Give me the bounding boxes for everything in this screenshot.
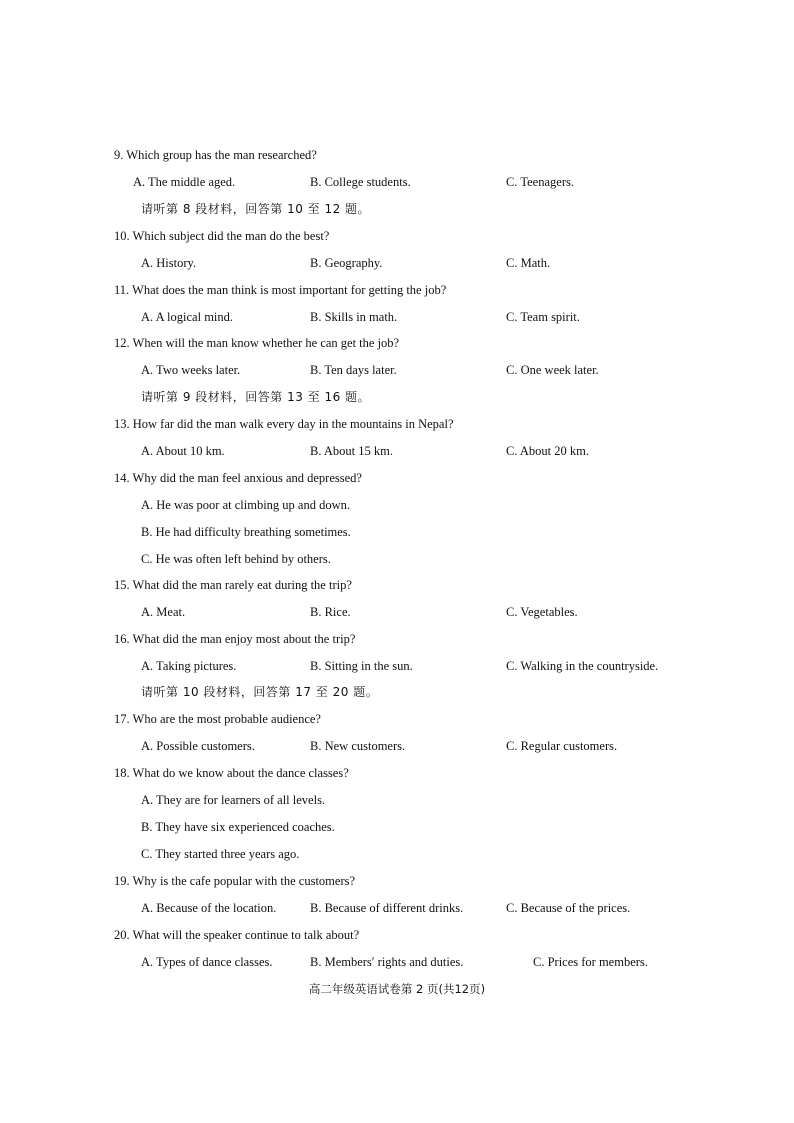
section-9-instruction: 请听第 9 段材料，回答第 13 至 16 题。 bbox=[141, 390, 371, 404]
question-19-option-a: A. Because of the location. bbox=[141, 901, 277, 915]
question-15-option-b: B. Rice. bbox=[310, 605, 351, 619]
question-9-option-c: C. Teenagers. bbox=[506, 175, 574, 189]
question-11-option-a: A. A logical mind. bbox=[141, 310, 234, 324]
question-9-option-b: B. College students. bbox=[310, 175, 411, 189]
question-12-option-b: B. Ten days later. bbox=[310, 363, 397, 377]
question-18-stem: 18. What do we know about the dance classes? bbox=[114, 766, 349, 780]
question-14-option-c: C. He was often left behind by others. bbox=[141, 552, 331, 566]
question-16-option-a: A. Taking pictures. bbox=[141, 659, 237, 673]
question-12-option-a: A. Two weeks later. bbox=[141, 363, 241, 377]
question-10-option-c: C. Math. bbox=[506, 256, 551, 270]
question-19-stem: 19. Why is the cafe popular with the customers? bbox=[114, 874, 356, 888]
question-20-stem: 20. What will the speaker continue to talk about? bbox=[114, 928, 360, 942]
question-18-option-a: A. They are for learners of all levels. bbox=[141, 793, 326, 807]
question-19-option-c: C. Because of the prices. bbox=[506, 901, 631, 915]
question-17-option-a: A. Possible customers. bbox=[141, 739, 255, 753]
question-17-stem: 17. Who are the most probable audience? bbox=[114, 712, 321, 726]
question-16-stem: 16. What did the man enjoy most about the trip? bbox=[114, 632, 356, 646]
question-11-option-c: C. Team spirit. bbox=[506, 310, 580, 324]
question-12-stem: 12. When will the man know whether he can get the job? bbox=[114, 336, 400, 350]
question-13-option-c: C. About 20 km. bbox=[506, 444, 589, 458]
question-10-stem: 10. Which subject did the man do the best? bbox=[114, 229, 330, 243]
question-18-option-b: B. They have six experienced coaches. bbox=[141, 820, 335, 834]
question-10-option-a: A. History. bbox=[141, 256, 197, 270]
question-17-option-c: C. Regular customers. bbox=[506, 739, 618, 753]
question-16-option-c: C. Walking in the countryside. bbox=[506, 659, 659, 673]
question-20-option-b: B. Members′ rights and duties. bbox=[310, 955, 464, 969]
question-18-option-c: C. They started three years ago. bbox=[141, 847, 300, 861]
question-13-stem: 13. How far did the man walk every day in the mountains in Nepal? bbox=[114, 417, 454, 431]
question-9-option-a: A. The middle aged. bbox=[133, 175, 236, 189]
question-15-option-c: C. Vegetables. bbox=[506, 605, 578, 619]
question-14-option-a: A. He was poor at climbing up and down. bbox=[141, 498, 350, 512]
question-10-option-b: B. Geography. bbox=[310, 256, 383, 270]
question-19-option-b: B. Because of different drinks. bbox=[310, 901, 464, 915]
question-11-stem: 11. What does the man think is most important for getting the job? bbox=[114, 283, 447, 297]
page-footer: 高二年级英语试卷第 2 页(共12页) bbox=[308, 982, 486, 996]
question-11-option-b: B. Skills in math. bbox=[310, 310, 398, 324]
question-20-option-c: C. Prices for members. bbox=[533, 955, 648, 969]
question-9-stem: 9. Which group has the man researched? bbox=[114, 148, 317, 162]
question-14-option-b: B. He had difficulty breathing sometimes. bbox=[141, 525, 351, 539]
question-13-option-b: B. About 15 km. bbox=[310, 444, 393, 458]
question-12-option-c: C. One week later. bbox=[506, 363, 599, 377]
question-13-option-a: A. About 10 km. bbox=[141, 444, 225, 458]
question-16-option-b: B. Sitting in the sun. bbox=[310, 659, 413, 673]
section-8-instruction: 请听第 8 段材料，回答第 10 至 12 题。 bbox=[141, 202, 371, 216]
question-14-stem: 14. Why did the man feel anxious and depressed? bbox=[114, 471, 362, 485]
question-15-stem: 15. What did the man rarely eat during the trip? bbox=[114, 578, 352, 592]
section-10-instruction: 请听第 10 段材料，回答第 17 至 20 题。 bbox=[141, 685, 379, 699]
question-17-option-b: B. New customers. bbox=[310, 739, 406, 753]
question-15-option-a: A. Meat. bbox=[141, 605, 186, 619]
question-20-option-a: A. Types of dance classes. bbox=[141, 955, 273, 969]
